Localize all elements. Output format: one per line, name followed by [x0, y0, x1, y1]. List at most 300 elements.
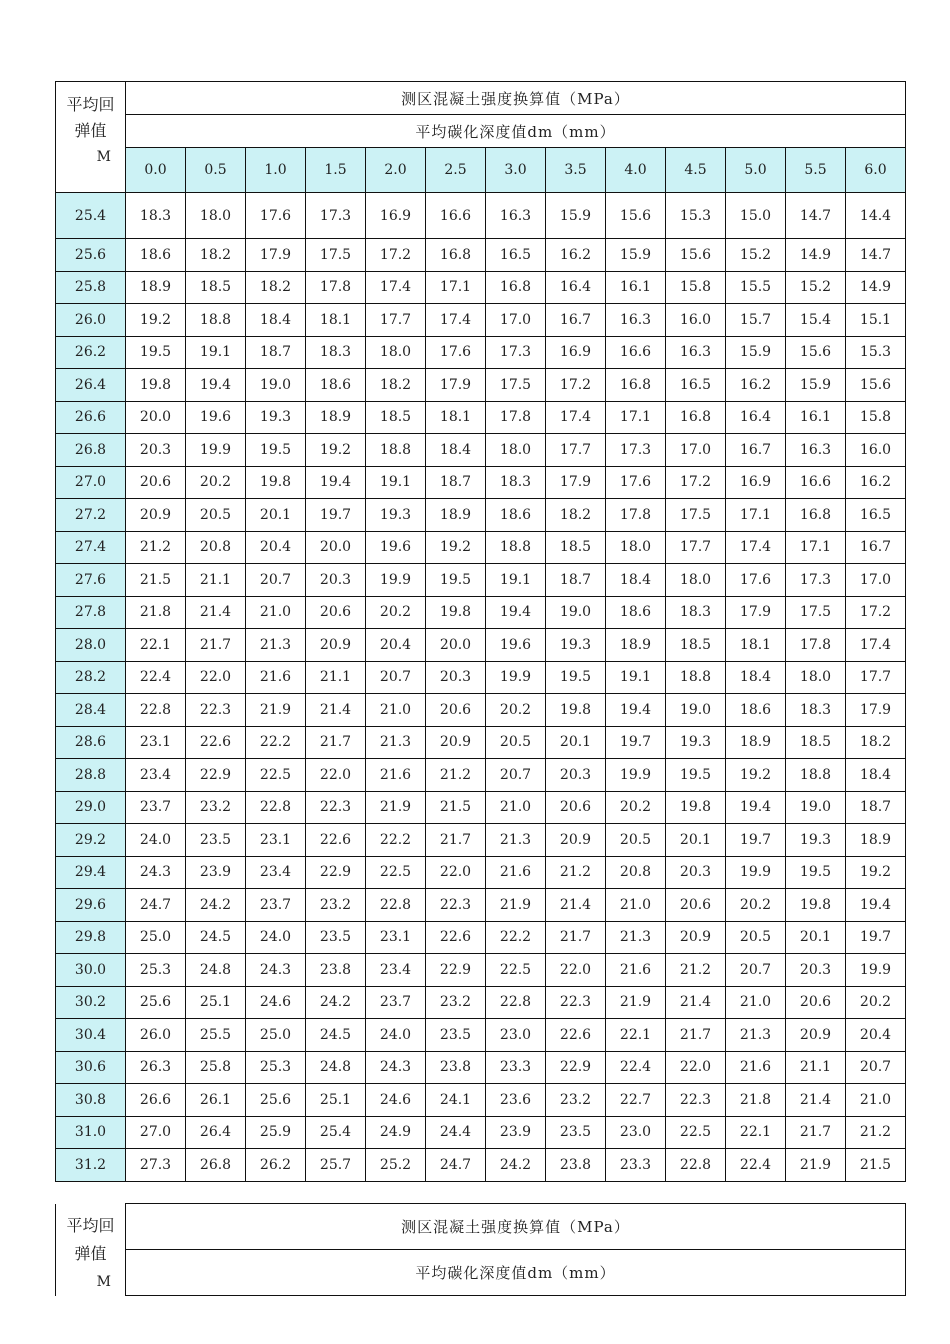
- strength-value-cell: 20.2: [366, 596, 426, 629]
- strength-value-cell: 19.7: [306, 499, 366, 532]
- strength-value-cell: 23.8: [306, 954, 366, 987]
- strength-value-cell: 24.6: [246, 986, 306, 1019]
- strength-value-cell: 23.4: [246, 856, 306, 889]
- strength-value-cell: 15.8: [666, 271, 726, 304]
- strength-value-cell: 17.3: [486, 336, 546, 369]
- strength-value-cell: 15.5: [726, 271, 786, 304]
- strength-value-cell: 24.2: [306, 986, 366, 1019]
- strength-value-cell: 15.6: [786, 336, 846, 369]
- strength-value-cell: 20.3: [126, 434, 186, 467]
- strength-value-cell: 21.0: [246, 596, 306, 629]
- rebound-value-cell: 30.4: [56, 1019, 126, 1052]
- table-row: [56, 661, 906, 694]
- strength-value-cell: 19.5: [426, 564, 486, 597]
- strength-value-cell: 17.1: [726, 499, 786, 532]
- strength-value-cell: 22.9: [546, 1051, 606, 1084]
- strength-value-cell: 23.5: [306, 921, 366, 954]
- strength-value-cell: 18.7: [546, 564, 606, 597]
- strength-value-cell: 22.4: [726, 1149, 786, 1182]
- strength-value-cell: 18.2: [546, 499, 606, 532]
- strength-value-cell: 19.0: [786, 791, 846, 824]
- strength-value-cell: 22.1: [606, 1019, 666, 1052]
- strength-value-cell: 17.9: [426, 369, 486, 402]
- strength-value-cell: 20.9: [426, 726, 486, 759]
- strength-value-cell: 22.5: [246, 759, 306, 792]
- table-row: [56, 986, 906, 1019]
- strength-value-cell: 15.9: [726, 336, 786, 369]
- strength-value-cell: 18.6: [486, 499, 546, 532]
- strength-value-cell: 20.2: [606, 791, 666, 824]
- table-row: [56, 921, 906, 954]
- strength-value-cell: 23.3: [486, 1051, 546, 1084]
- strength-value-cell: 20.8: [186, 531, 246, 564]
- strength-value-cell: 18.1: [306, 304, 366, 337]
- strength-value-cell: 14.9: [786, 239, 846, 272]
- rebound-value-cell: 27.2: [56, 499, 126, 532]
- table-row: [56, 401, 906, 434]
- strength-value-cell: 19.4: [186, 369, 246, 402]
- strength-value-cell: 23.2: [426, 986, 486, 1019]
- strength-value-cell: 21.9: [786, 1149, 846, 1182]
- strength-value-cell: 22.2: [366, 824, 426, 857]
- strength-value-cell: 21.6: [486, 856, 546, 889]
- strength-value-cell: 18.7: [426, 466, 486, 499]
- strength-value-cell: 25.0: [126, 921, 186, 954]
- strength-value-cell: 18.5: [666, 629, 726, 662]
- strength-value-cell: 24.2: [186, 889, 246, 922]
- strength-value-cell: 17.7: [366, 304, 426, 337]
- strength-value-cell: 19.9: [726, 856, 786, 889]
- strength-value-cell: 20.5: [486, 726, 546, 759]
- strength-value-cell: 23.2: [306, 889, 366, 922]
- strength-value-cell: 18.0: [666, 564, 726, 597]
- strength-value-cell: 19.1: [186, 336, 246, 369]
- rebound-value-cell: 26.0: [56, 304, 126, 337]
- carbonation-depth-header-12: 6.0: [846, 148, 906, 193]
- strength-conversion-table-sheet: [55, 81, 905, 1182]
- strength-value-cell: 19.0: [246, 369, 306, 402]
- strength-value-cell: 23.2: [186, 791, 246, 824]
- strength-value-cell: 23.9: [186, 856, 246, 889]
- table-row: [56, 466, 906, 499]
- strength-value-cell: 16.4: [726, 401, 786, 434]
- strength-value-cell: 23.7: [366, 986, 426, 1019]
- strength-value-cell: 19.7: [606, 726, 666, 759]
- strength-value-cell: 19.6: [186, 401, 246, 434]
- table-row: [56, 271, 906, 304]
- strength-value-cell: 19.8: [546, 694, 606, 727]
- strength-value-cell: 20.6: [126, 466, 186, 499]
- strength-value-cell: 18.3: [126, 193, 186, 239]
- strength-value-cell: 20.6: [666, 889, 726, 922]
- table-row: [56, 499, 906, 532]
- table-row: [56, 596, 906, 629]
- footer-header-table: [55, 1203, 906, 1296]
- carbonation-depth-header-3: 1.5: [306, 148, 366, 193]
- strength-value-cell: 20.6: [546, 791, 606, 824]
- strength-value-cell: 16.8: [426, 239, 486, 272]
- strength-value-cell: 26.8: [186, 1149, 246, 1182]
- strength-value-cell: 21.2: [666, 954, 726, 987]
- strength-value-cell: 18.4: [606, 564, 666, 597]
- strength-value-cell: 21.0: [846, 1084, 906, 1117]
- rebound-value-cell: 28.0: [56, 629, 126, 662]
- strength-value-cell: 17.8: [606, 499, 666, 532]
- strength-value-cell: 17.7: [846, 661, 906, 694]
- footer-corner-line-1: 平均回: [66, 1215, 115, 1235]
- table-row: [56, 304, 906, 337]
- strength-value-cell: 15.2: [786, 271, 846, 304]
- strength-value-cell: 25.7: [306, 1149, 366, 1182]
- strength-value-cell: 22.7: [606, 1084, 666, 1117]
- strength-value-cell: 17.0: [846, 564, 906, 597]
- strength-value-cell: 15.7: [726, 304, 786, 337]
- strength-value-cell: 19.5: [546, 661, 606, 694]
- strength-value-cell: 20.5: [606, 824, 666, 857]
- strength-value-cell: 25.1: [306, 1084, 366, 1117]
- strength-value-cell: 25.0: [246, 1019, 306, 1052]
- strength-value-cell: 19.2: [126, 304, 186, 337]
- strength-value-cell: 21.0: [486, 791, 546, 824]
- strength-value-cell: 21.2: [546, 856, 606, 889]
- strength-value-cell: 19.2: [426, 531, 486, 564]
- strength-value-cell: 24.7: [126, 889, 186, 922]
- strength-value-cell: 16.9: [546, 336, 606, 369]
- rebound-value-corner-header: [56, 82, 126, 193]
- strength-value-cell: 18.4: [426, 434, 486, 467]
- strength-value-cell: 15.3: [846, 336, 906, 369]
- table-row: [56, 336, 906, 369]
- strength-value-cell: 22.6: [546, 1019, 606, 1052]
- strength-value-cell: 17.6: [426, 336, 486, 369]
- strength-value-cell: 21.1: [186, 564, 246, 597]
- strength-conversion-table: [55, 81, 906, 1182]
- strength-value-cell: 19.6: [366, 531, 426, 564]
- strength-value-cell: 17.1: [606, 401, 666, 434]
- strength-value-cell: 19.5: [786, 856, 846, 889]
- strength-value-cell: 18.8: [366, 434, 426, 467]
- strength-value-cell: 18.8: [486, 531, 546, 564]
- footer-title: 测区混凝土强度换算值（MPa）: [126, 1204, 906, 1250]
- rebound-value-cell: 26.6: [56, 401, 126, 434]
- strength-value-cell: 19.9: [366, 564, 426, 597]
- strength-value-cell: 17.5: [666, 499, 726, 532]
- strength-value-cell: 25.6: [246, 1084, 306, 1117]
- strength-value-cell: 26.1: [186, 1084, 246, 1117]
- strength-value-cell: 19.4: [726, 791, 786, 824]
- strength-value-cell: 21.3: [726, 1019, 786, 1052]
- strength-value-cell: 19.8: [426, 596, 486, 629]
- strength-value-cell: 17.4: [846, 629, 906, 662]
- strength-value-cell: 17.4: [546, 401, 606, 434]
- rebound-value-cell: 30.2: [56, 986, 126, 1019]
- strength-value-cell: 24.0: [126, 824, 186, 857]
- strength-value-cell: 19.6: [486, 629, 546, 662]
- strength-value-cell: 21.1: [786, 1051, 846, 1084]
- strength-value-cell: 21.3: [486, 824, 546, 857]
- strength-value-cell: 18.0: [186, 193, 246, 239]
- carbonation-depth-header-8: 4.0: [606, 148, 666, 193]
- strength-value-cell: 24.5: [186, 921, 246, 954]
- footer-corner-header: [56, 1204, 126, 1296]
- strength-value-cell: 20.0: [126, 401, 186, 434]
- table-row: [56, 1116, 906, 1149]
- strength-value-cell: 21.5: [126, 564, 186, 597]
- strength-value-cell: 17.6: [726, 564, 786, 597]
- strength-value-cell: 19.8: [246, 466, 306, 499]
- footer-corner-line-2: 弹值: [74, 1243, 107, 1263]
- strength-value-cell: 14.4: [846, 193, 906, 239]
- strength-value-cell: 20.9: [546, 824, 606, 857]
- strength-value-cell: 24.3: [246, 954, 306, 987]
- strength-value-cell: 22.3: [666, 1084, 726, 1117]
- strength-value-cell: 19.9: [606, 759, 666, 792]
- strength-value-cell: 17.8: [306, 271, 366, 304]
- strength-value-cell: 19.3: [546, 629, 606, 662]
- strength-value-cell: 26.2: [246, 1149, 306, 1182]
- carbonation-depth-header-0: 0.0: [126, 148, 186, 193]
- strength-value-cell: 21.6: [366, 759, 426, 792]
- strength-value-cell: 18.1: [426, 401, 486, 434]
- strength-value-cell: 18.6: [726, 694, 786, 727]
- strength-value-cell: 22.8: [366, 889, 426, 922]
- rebound-value-cell: 28.2: [56, 661, 126, 694]
- table-row: [56, 759, 906, 792]
- rebound-value-cell: 25.8: [56, 271, 126, 304]
- strength-value-cell: 21.9: [486, 889, 546, 922]
- table-body: [56, 193, 906, 1182]
- strength-value-cell: 23.3: [606, 1149, 666, 1182]
- strength-value-cell: 20.6: [426, 694, 486, 727]
- strength-value-cell: 20.3: [786, 954, 846, 987]
- rebound-value-cell: 26.2: [56, 336, 126, 369]
- strength-value-cell: 19.9: [486, 661, 546, 694]
- strength-value-cell: 20.5: [726, 921, 786, 954]
- strength-value-cell: 17.4: [426, 304, 486, 337]
- strength-value-cell: 25.8: [186, 1051, 246, 1084]
- strength-value-cell: 17.4: [726, 531, 786, 564]
- strength-value-cell: 17.5: [486, 369, 546, 402]
- strength-value-cell: 20.7: [726, 954, 786, 987]
- strength-value-cell: 17.4: [366, 271, 426, 304]
- rebound-value-cell: 28.6: [56, 726, 126, 759]
- strength-value-cell: 17.2: [846, 596, 906, 629]
- strength-value-cell: 18.5: [546, 531, 606, 564]
- strength-value-cell: 17.2: [546, 369, 606, 402]
- strength-value-cell: 22.2: [486, 921, 546, 954]
- strength-value-cell: 17.5: [786, 596, 846, 629]
- strength-value-cell: 19.9: [846, 954, 906, 987]
- table-row: [56, 1019, 906, 1052]
- carbonation-depth-header-2: 1.0: [246, 148, 306, 193]
- strength-value-cell: 23.8: [426, 1051, 486, 1084]
- strength-value-cell: 19.4: [306, 466, 366, 499]
- strength-value-cell: 17.2: [366, 239, 426, 272]
- rebound-value-cell: 29.2: [56, 824, 126, 857]
- strength-value-cell: 15.0: [726, 193, 786, 239]
- table-row: [56, 791, 906, 824]
- strength-value-cell: 19.2: [726, 759, 786, 792]
- strength-value-cell: 21.6: [726, 1051, 786, 1084]
- strength-value-cell: 23.7: [126, 791, 186, 824]
- strength-value-cell: 18.3: [786, 694, 846, 727]
- rebound-value-cell: 28.4: [56, 694, 126, 727]
- carbonation-depth-header-5: 2.5: [426, 148, 486, 193]
- strength-value-cell: 21.9: [366, 791, 426, 824]
- strength-value-cell: 20.4: [366, 629, 426, 662]
- strength-value-cell: 16.5: [486, 239, 546, 272]
- strength-value-cell: 15.4: [786, 304, 846, 337]
- strength-value-cell: 24.3: [366, 1051, 426, 1084]
- strength-value-cell: 17.3: [306, 193, 366, 239]
- strength-value-cell: 17.7: [546, 434, 606, 467]
- table-row: [56, 856, 906, 889]
- strength-value-cell: 18.3: [486, 466, 546, 499]
- strength-value-cell: 21.3: [366, 726, 426, 759]
- strength-value-cell: 19.4: [486, 596, 546, 629]
- strength-value-cell: 16.0: [846, 434, 906, 467]
- strength-value-cell: 17.3: [786, 564, 846, 597]
- strength-value-cell: 22.3: [186, 694, 246, 727]
- strength-value-cell: 21.7: [666, 1019, 726, 1052]
- strength-value-cell: 17.7: [666, 531, 726, 564]
- rebound-value-cell: 25.6: [56, 239, 126, 272]
- strength-value-cell: 15.3: [666, 193, 726, 239]
- strength-value-cell: 16.8: [486, 271, 546, 304]
- strength-value-cell: 19.3: [246, 401, 306, 434]
- strength-value-cell: 18.2: [846, 726, 906, 759]
- strength-value-cell: 20.2: [486, 694, 546, 727]
- strength-value-cell: 16.8: [606, 369, 666, 402]
- table-title: 测区混凝土强度换算值（MPa）: [126, 82, 906, 115]
- strength-value-cell: 25.5: [186, 1019, 246, 1052]
- rebound-value-cell: 31.0: [56, 1116, 126, 1149]
- strength-value-cell: 20.2: [186, 466, 246, 499]
- table-row: [56, 531, 906, 564]
- strength-value-cell: 21.9: [606, 986, 666, 1019]
- strength-value-cell: 18.3: [666, 596, 726, 629]
- strength-value-cell: 21.4: [786, 1084, 846, 1117]
- strength-value-cell: 20.9: [786, 1019, 846, 1052]
- strength-value-cell: 16.8: [666, 401, 726, 434]
- strength-value-cell: 18.2: [366, 369, 426, 402]
- strength-value-cell: 24.6: [366, 1084, 426, 1117]
- strength-value-cell: 20.7: [366, 661, 426, 694]
- strength-value-cell: 21.7: [306, 726, 366, 759]
- strength-value-cell: 24.5: [306, 1019, 366, 1052]
- strength-value-cell: 22.3: [546, 986, 606, 1019]
- strength-value-cell: 16.1: [606, 271, 666, 304]
- strength-value-cell: 18.9: [726, 726, 786, 759]
- strength-value-cell: 22.4: [126, 661, 186, 694]
- strength-value-cell: 21.6: [246, 661, 306, 694]
- strength-value-cell: 14.7: [846, 239, 906, 272]
- footer-corner-line-3: M: [96, 1273, 111, 1290]
- strength-value-cell: 20.4: [246, 531, 306, 564]
- strength-value-cell: 16.6: [426, 193, 486, 239]
- strength-value-cell: 23.4: [366, 954, 426, 987]
- strength-value-cell: 17.2: [666, 466, 726, 499]
- strength-value-cell: 22.6: [306, 824, 366, 857]
- strength-value-cell: 24.1: [426, 1084, 486, 1117]
- strength-value-cell: 16.2: [546, 239, 606, 272]
- strength-value-cell: 22.5: [666, 1116, 726, 1149]
- strength-value-cell: 18.0: [366, 336, 426, 369]
- strength-value-cell: 21.0: [366, 694, 426, 727]
- strength-value-cell: 23.5: [426, 1019, 486, 1052]
- strength-value-cell: 22.8: [666, 1149, 726, 1182]
- strength-value-cell: 15.9: [606, 239, 666, 272]
- strength-value-cell: 21.7: [546, 921, 606, 954]
- strength-value-cell: 24.8: [306, 1051, 366, 1084]
- strength-value-cell: 20.7: [486, 759, 546, 792]
- strength-value-cell: 19.3: [366, 499, 426, 532]
- strength-value-cell: 26.4: [186, 1116, 246, 1149]
- strength-value-cell: 22.0: [426, 856, 486, 889]
- strength-value-cell: 23.6: [486, 1084, 546, 1117]
- table-row: [56, 1051, 906, 1084]
- rebound-value-cell: 29.8: [56, 921, 126, 954]
- strength-value-cell: 16.7: [726, 434, 786, 467]
- table-row: [56, 629, 906, 662]
- strength-value-cell: 16.3: [666, 336, 726, 369]
- strength-value-cell: 18.2: [186, 239, 246, 272]
- strength-value-cell: 21.7: [786, 1116, 846, 1149]
- rebound-value-cell: 25.4: [56, 193, 126, 239]
- strength-value-cell: 23.5: [546, 1116, 606, 1149]
- strength-value-cell: 20.5: [186, 499, 246, 532]
- strength-value-cell: 18.4: [726, 661, 786, 694]
- strength-value-cell: 18.2: [246, 271, 306, 304]
- strength-value-cell: 19.3: [666, 726, 726, 759]
- strength-value-cell: 16.0: [666, 304, 726, 337]
- strength-value-cell: 22.4: [606, 1051, 666, 1084]
- table-row: [56, 1084, 906, 1117]
- strength-value-cell: 24.3: [126, 856, 186, 889]
- strength-value-cell: 18.6: [606, 596, 666, 629]
- strength-value-cell: 19.9: [186, 434, 246, 467]
- strength-value-cell: 21.1: [306, 661, 366, 694]
- strength-value-cell: 17.9: [246, 239, 306, 272]
- strength-value-cell: 18.6: [306, 369, 366, 402]
- strength-value-cell: 17.0: [666, 434, 726, 467]
- strength-value-cell: 22.5: [486, 954, 546, 987]
- strength-value-cell: 22.1: [726, 1116, 786, 1149]
- strength-value-cell: 18.0: [786, 661, 846, 694]
- table-row: [56, 193, 906, 239]
- strength-value-cell: 18.9: [306, 401, 366, 434]
- table-row: [56, 434, 906, 467]
- strength-value-cell: 24.7: [426, 1149, 486, 1182]
- strength-value-cell: 18.9: [126, 271, 186, 304]
- strength-value-cell: 17.3: [606, 434, 666, 467]
- strength-value-cell: 22.2: [246, 726, 306, 759]
- strength-value-cell: 17.8: [486, 401, 546, 434]
- strength-value-cell: 18.9: [606, 629, 666, 662]
- strength-value-cell: 20.7: [246, 564, 306, 597]
- strength-value-cell: 15.1: [846, 304, 906, 337]
- strength-value-cell: 20.1: [246, 499, 306, 532]
- strength-value-cell: 20.6: [786, 986, 846, 1019]
- strength-value-cell: 15.9: [786, 369, 846, 402]
- carbonation-depth-header-10: 5.0: [726, 148, 786, 193]
- carbonation-depth-header-7: 3.5: [546, 148, 606, 193]
- strength-value-cell: 21.3: [246, 629, 306, 662]
- strength-value-cell: 20.9: [126, 499, 186, 532]
- strength-value-cell: 20.1: [546, 726, 606, 759]
- strength-value-cell: 18.8: [786, 759, 846, 792]
- strength-value-cell: 18.8: [186, 304, 246, 337]
